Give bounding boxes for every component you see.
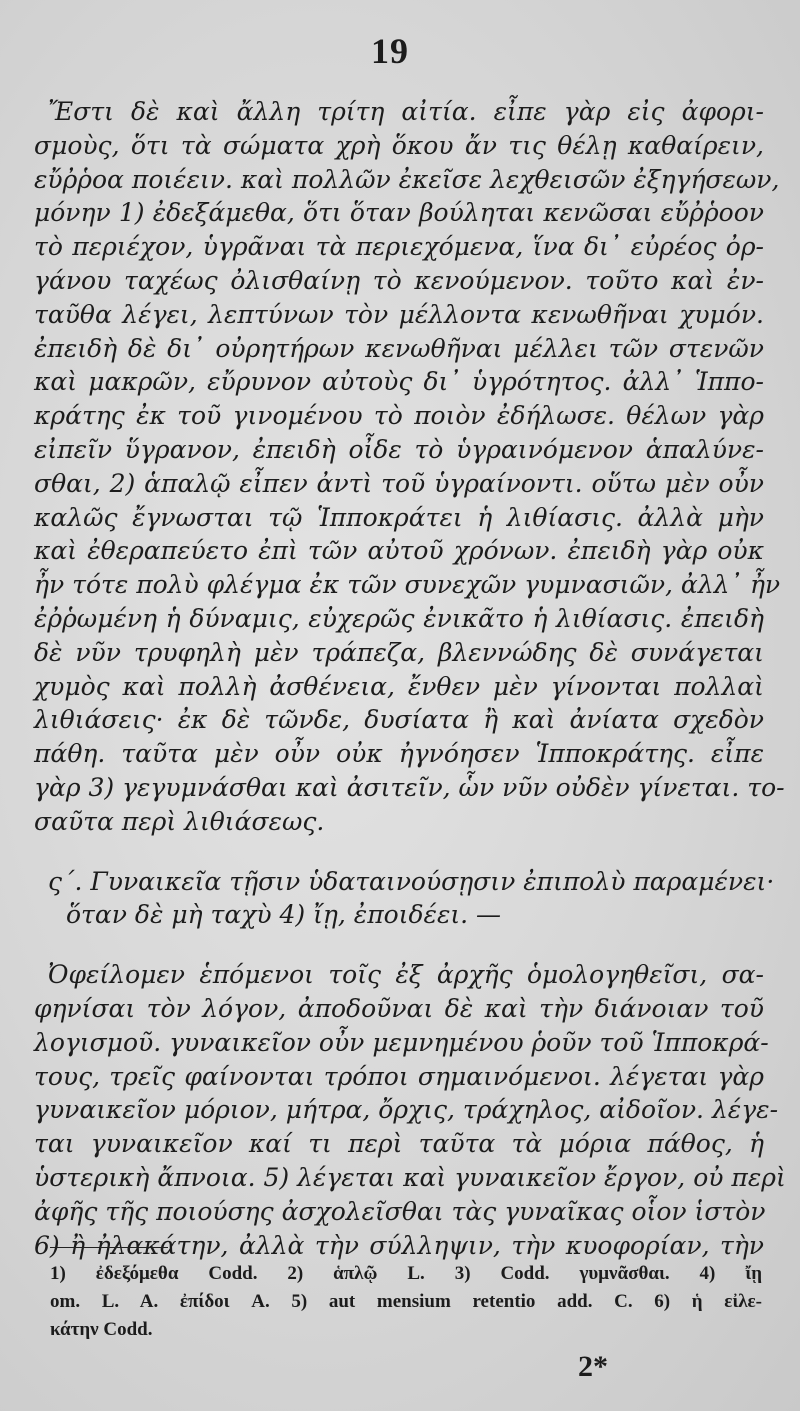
text-line: χυμὸς καὶ πολλὴ ἀσθένεια, ἔνθεν μὲν γίνονται πολλαὶ <box>34 671 764 701</box>
text-line: λιθιάσεις· ἐκ δὲ τῶνδε, δυσίατα ἢ καὶ ἀνίατα σχεδὸν <box>34 705 764 735</box>
text-line: ται γυναικεῖον καί τι περὶ ταῦτα τὰ μόρια πάθος, ἡ <box>34 1129 764 1159</box>
text-line: σαῦτα περὶ λιθιάσεως. <box>34 806 325 836</box>
text-line: καλῶς ἔγνωσται τῷ Ἱπποκράτει ἡ λιθίασις. ἀλλὰ μὴν <box>34 502 764 532</box>
commentary-paragraph-2 <box>34 958 786 1262</box>
text-line: εὔῤῥοα ποιέειν. καὶ πολλῶν ἐκεῖσε λεχθεισῶν ἐξηγήσεων, <box>34 164 780 194</box>
text-line: 6) ἢ ἠλακάτην, ἀλλὰ τὴν σύλληψιν, τὴν κυοφορίαν, τὴν <box>34 1230 764 1260</box>
text-line: γυναικεῖον μόριον, μήτρα, ὄρχις, τράχηλος, αἰδοῖον. λέγε- <box>34 1095 779 1125</box>
text-line: σθαι, 2) ἁπαλῷ εἶπεν ἀντὶ τοῦ ὑγραίνοντι. οὕτω μὲν οὖν <box>34 468 764 498</box>
text-line: καὶ ἐθεραπεύετο ἐπὶ τῶν αὐτοῦ χρόνων. ἐπειδὴ γὰρ οὐκ <box>34 536 764 566</box>
footnote-line: om. L. A. ἐπίδοι A. 5) aut mensium retentio add. C. 6) ἡ εἰλε- <box>50 1291 762 1312</box>
signature-mark: 2* <box>578 1350 608 1383</box>
text-line: σμοὺς, ὅτι τὰ σώματα χρὴ ὅκου ἄν τις θέλῃ καθαίρειν, <box>34 130 764 160</box>
text-line: εἰπεῖν ὕγρανον, ἐπειδὴ οἶδε τὸ ὑγραινόμενον ἁπαλύνε- <box>34 434 764 464</box>
text-line: ἐπειδὴ δὲ δι᾽ οὐρητήρων κενωθῆναι μέλλει τῶν στενῶν <box>34 333 764 363</box>
text-line: τὸ περιέχον, ὑγρᾶναι τὰ περιεχόμενα, ἵνα δι᾽ εὐρέος ὀρ- <box>34 232 764 262</box>
aphorism-lemma <box>34 865 775 933</box>
text-line: ταῦθα λέγει, λεπτύνων τὸν μέλλοντα κενωθῆναι χυμόν. <box>34 299 764 329</box>
text-line: πάθη. ταῦτα μὲν οὖν οὐκ ἠγνόησεν Ἱπποκράτης. εἶπε <box>34 739 764 769</box>
commentary-paragraph-1 <box>34 95 785 839</box>
text-line: καὶ μακρῶν, εὔρυνον αὐτοὺς δι᾽ ὑγρότητος. ἀλλ᾽ Ἱππο- <box>34 367 764 397</box>
footnotes <box>50 1260 762 1344</box>
text-line: γὰρ 3) γεγυμνάσθαι καὶ ἀσιτεῖν, ὧν νῦν οὐδὲν γίνεται. το- <box>34 772 785 802</box>
text-line: μόνην 1) ἐδεξάμεθα, ὅτι ὅταν βούληται κενῶσαι εὔῤῥοον <box>34 198 764 228</box>
footnote-rule <box>50 1247 168 1248</box>
aphorism-line: ς΄. Γυναικεῖα τῇσιν ὑδαταινούσῃσιν ἐπιπολὺ παραμένει· <box>48 866 775 896</box>
text-line: Ὀφείλομεν ἑπόμενοι τοῖς ἐξ ἀρχῆς ὁμολογηθεῖσι, σα- <box>48 960 764 990</box>
footnote-line: 1) ἐδεξόμεθα Codd. 2) ἁπλῷ L. 3) Codd. γυμνᾶσθαι. 4) ἴῃ <box>50 1263 762 1284</box>
text-line: ὑστερικὴ ἄπνοια. 5) λέγεται καὶ γυναικεῖον ἔργον, οὐ περὶ <box>34 1162 786 1192</box>
footnote-line: κάτην Codd. <box>50 1319 153 1340</box>
text-line: τους, τρεῖς φαίνονται τρόποι σημαινόμενοι. λέγεται γὰρ <box>34 1061 764 1091</box>
text-line: ἦν τότε πολὺ φλέγμα ἐκ τῶν συνεχῶν γυμνασιῶν, ἀλλ᾽ ἦν <box>34 570 781 600</box>
aphorism-line: ὅταν δὲ μὴ ταχὺ 4) ἴῃ, ἐποιδέει. — <box>66 900 502 930</box>
text-line: ἀφῆς τῆς ποιούσης ἀσχολεῖσθαι τὰς γυναῖκας οἷον ἱστὸν <box>34 1196 766 1226</box>
text-line: δὲ νῦν τρυφηλὴ μὲν τράπεζα, βλεννώδης δὲ συνάγεται <box>34 637 764 667</box>
text-line: γάνου ταχέως ὀλισθαίνῃ τὸ κενούμενον. τοῦτο καὶ ἐν- <box>34 265 764 295</box>
main-text <box>34 95 786 1262</box>
text-line: Ἔστι δὲ καὶ ἄλλη τρίτη αἰτία. εἶπε γὰρ εἰς ἀφορι- <box>48 97 764 126</box>
page-number: 19 <box>371 31 409 71</box>
text-line: φηνίσαι τὸν λόγον, ἀποδοῦναι δὲ καὶ τὴν διάνοιαν τοῦ <box>34 993 764 1023</box>
text-line: κράτης ἐκ τοῦ γινομένου τὸ ποιὸν ἐδήλωσε. θέλων γὰρ <box>34 401 764 431</box>
text-line: ἐῤῥωμένη ἡ δύναμις, εὐχερῶς ἐνικᾶτο ἡ λιθίασις. ἐπειδὴ <box>34 603 764 633</box>
text-line: λογισμοῦ. γυναικεῖον οὖν μεμνημένου ῥοῦν τοῦ Ἱπποκρά- <box>34 1027 769 1057</box>
